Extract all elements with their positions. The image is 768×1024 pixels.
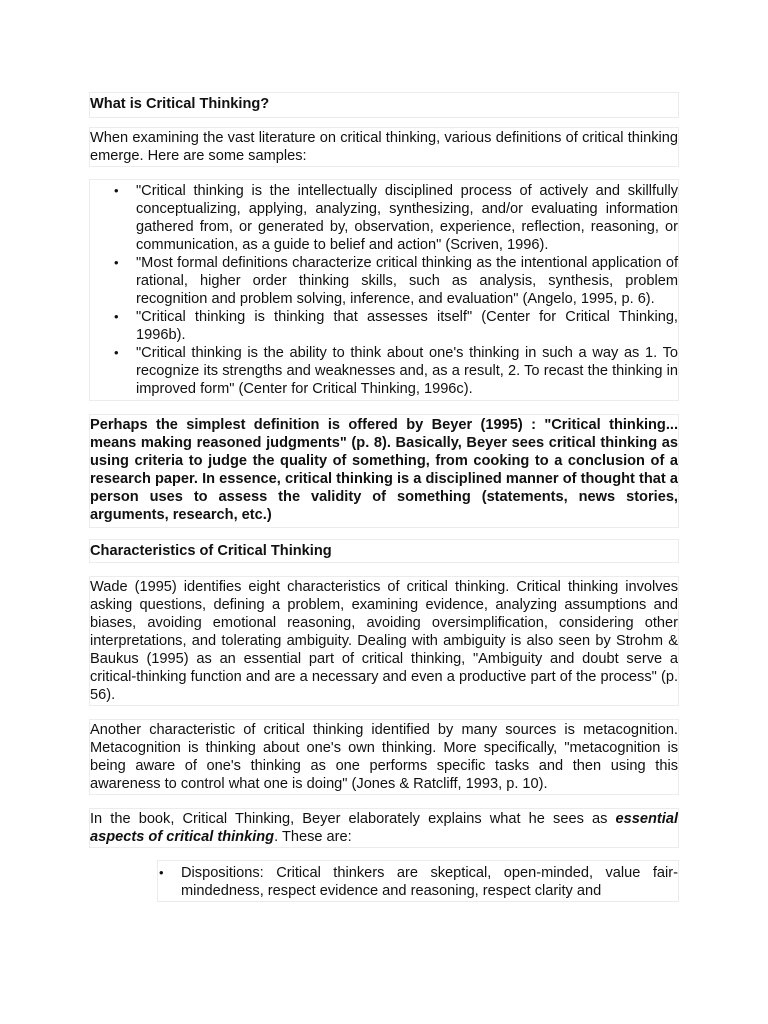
beyer-block (90, 415, 678, 527)
aspects-list (159, 861, 678, 900)
wade-paragraph: Wade (1995) identifies eight characteristics of critical thinking. Critical thinking involves asking questions, defining a problem, examining evidence, analyzing assumptions and biases, avoiding emotional reasoning, avoiding oversimplification, considering other interpretations, and tolerating ambiguity. Dealing with ambiguity is also seen by Strohm & Baukus (1995) as an essential part of critical thinking, "Ambiguity and doubt serve a critical-thinking function and are a necessary and even a productive part of the process" (p. 56). (90, 579, 678, 703)
beyer-paragraph: Perhaps the simplest definition is offered by Beyer (1995) : "Critical thinking... means making reasoned judgments" (p. 8). Basically, Beyer sees critical thinking as using criteria to judge the quality of something, from cooking to a conclusion of a research paper. In essence, critical thinking is a disciplined manner of thought that a person uses to assess the validity of something (statements, news stories, arguments, research, etc.) (90, 417, 678, 523)
bullet-icon: • (114, 255, 119, 270)
aspects-block (158, 861, 678, 901)
book-paragraph: In the book, Critical Thinking, Beyer elaborately explains what he sees as essential aspects of critical thinking. These are: (90, 811, 678, 845)
bullet-icon: • (159, 865, 164, 880)
metacognition-paragraph: Another characteristic of critical thinking identified by many sources is metacognition. Metacognition is thinking about one's own thinking. More specifically, "metacognition is being aware of one's thinking as one performs specific tasks and then using this awareness to control what one is doing" (Jones & Ratcliff, 1993, p. 10). (90, 722, 678, 792)
intro-block (90, 128, 678, 166)
book-block (90, 809, 678, 847)
emphasis-text: essential aspects of critical thinking (90, 811, 678, 845)
heading-block (90, 93, 678, 117)
list-item: • "Most formal definitions characterize critical thinking as the intentional application of rational, higher order thinking skills, such as analysis, synthesis, problem recognition and problem solving, inference, and evaluation" (Angelo, 1995, p. 6). (114, 255, 678, 307)
page-title: What is Critical Thinking? (90, 96, 270, 112)
metacognition-block (90, 720, 678, 794)
bullet-icon: • (114, 309, 119, 324)
list-item: • Dispositions: Critical thinkers are skeptical, open-minded, value fair-mindedness, respect evidence and reasoning, respect clarity and (159, 865, 678, 899)
section-heading: Characteristics of Critical Thinking (90, 543, 332, 559)
list-item: • "Critical thinking is the ability to think about one's thinking in such a way as 1. To recognize its strengths and weaknesses and, as a result, 2. To recast the thinking in improved form" (Center for Critical Thinking, 1996c). (114, 345, 678, 397)
definitions-list (114, 180, 678, 398)
wade-block (90, 577, 678, 705)
list-item: • "Critical thinking is the intellectually disciplined process of actively and skillfully conceptualizing, applying, analyzing, synthesizing, and/or evaluating information gathered from, or generated by, observation, experience, reflection, reasoning, or communication, as a guide to belief and action" (Scriven, 1996). (114, 183, 678, 253)
intro-paragraph: When examining the vast literature on critical thinking, various definitions of critical thinking emerge. Here are some samples: (90, 130, 678, 164)
characteristics-heading-block (90, 540, 678, 562)
bullet-icon: • (114, 183, 119, 198)
bullet-icon: • (114, 345, 119, 360)
definitions-block (90, 180, 678, 400)
list-item: • "Critical thinking is thinking that assesses itself" (Center for Critical Thinking, 1996b). (114, 309, 678, 343)
